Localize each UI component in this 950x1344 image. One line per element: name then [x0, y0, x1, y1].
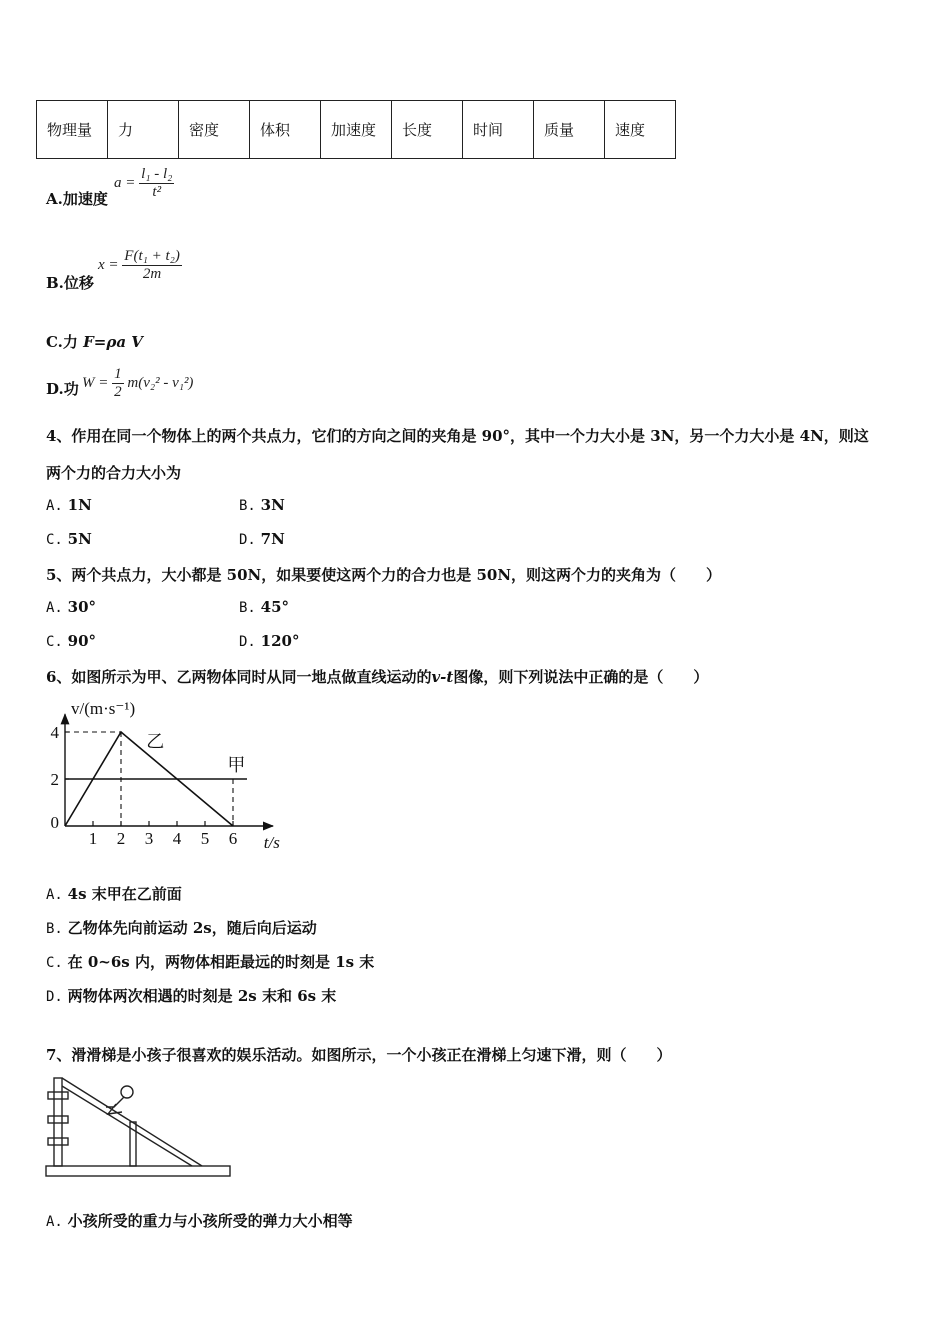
x-tick-label: 3	[144, 829, 154, 848]
option-label: B.位移	[46, 274, 94, 292]
ladder-rung	[48, 1138, 68, 1145]
option-value: 3N	[260, 496, 285, 514]
option-label: C.力	[46, 333, 78, 351]
option-label: D.	[239, 532, 256, 548]
table-cell: 长度	[392, 101, 463, 159]
option-text: 小孩所受的重力与小孩所受的弹力大小相等	[67, 1212, 353, 1230]
fraction-denominator: t²	[152, 184, 162, 200]
chart-labels	[51, 699, 281, 852]
units-table	[36, 100, 676, 159]
vt-chart	[40, 692, 300, 862]
q4-option-b[interactable]	[239, 496, 285, 514]
q4-option-d[interactable]	[239, 530, 285, 548]
q5-option-a[interactable]	[46, 598, 96, 616]
question-7-stem: 7、滑滑梯是小孩子很喜欢的娱乐活动。如图所示，一个小孩正在滑梯上匀速下滑，则（ ）	[46, 1046, 672, 1064]
x-tick-label: 4	[172, 829, 182, 848]
q6-option-a[interactable]	[46, 883, 182, 904]
ladder-rung	[48, 1092, 68, 1099]
formula-rest: m(v₂² - v₁²)	[127, 374, 194, 391]
option-label: A.	[46, 1214, 63, 1230]
prev-option-c	[46, 331, 143, 352]
option-value: 5N	[67, 530, 92, 548]
y-tick-label: 0	[50, 813, 59, 832]
fraction-numerator: l₁ - l₂	[141, 166, 173, 182]
slide-illustration	[44, 1074, 234, 1180]
stem-text: 6、如图所示为甲、乙两物体同时从同一地点做直线运动的	[46, 668, 432, 686]
stem-variable: v-t	[431, 668, 454, 686]
option-value: 90°	[67, 632, 97, 650]
question-6-stem	[46, 666, 708, 687]
q5-option-c[interactable]	[46, 632, 96, 650]
option-value: 45°	[260, 598, 290, 616]
table-cell: 速度	[605, 101, 676, 159]
formula-c: F=ρa V	[83, 333, 143, 351]
formula-a	[114, 166, 174, 201]
option-label: D.功	[46, 380, 79, 398]
option-text: 4s 末甲在乙前面	[67, 885, 182, 903]
fraction-numerator: 1	[114, 366, 122, 382]
table-cell: 物理量	[37, 101, 108, 159]
x-tick-label: 1	[88, 829, 98, 848]
table-row	[37, 101, 676, 159]
option-label: A.加速度	[46, 190, 108, 208]
fraction-denominator: 2m	[142, 266, 162, 282]
q4-option-a[interactable]	[46, 496, 92, 514]
fraction-numerator: F(t₁ + t₂)	[124, 248, 180, 264]
option-value: 30°	[67, 598, 97, 616]
y-tick-label: 4	[50, 723, 59, 742]
ladder-rung	[48, 1116, 68, 1123]
question-4-stem-cont: 两个力的合力大小为	[46, 464, 182, 482]
x-tick-label: 6	[228, 829, 238, 848]
option-label: A.	[46, 498, 63, 514]
table-cell: 加速度	[321, 101, 392, 159]
formula-d	[82, 366, 193, 401]
formula-lhs: a =	[114, 174, 136, 191]
slide-base	[46, 1166, 230, 1176]
option-value: 1N	[67, 496, 92, 514]
q5-option-d[interactable]	[239, 632, 299, 650]
x-tick-label: 2	[116, 829, 126, 848]
fraction	[139, 166, 174, 201]
q7-option-a[interactable]	[46, 1210, 353, 1231]
option-label: C.	[46, 634, 63, 650]
prev-option-a	[46, 188, 108, 209]
option-label: B.	[46, 921, 63, 937]
option-value: 120°	[260, 632, 300, 650]
option-label: A.	[46, 600, 63, 616]
prev-option-d	[46, 378, 79, 399]
formula-b	[98, 248, 182, 283]
fraction-denominator: 2	[114, 384, 122, 400]
child-head	[121, 1086, 133, 1098]
table-cell: 力	[108, 101, 179, 159]
stem-text: 图像，则下列说法中正确的是（ ）	[453, 668, 709, 686]
series-label: 乙	[146, 731, 165, 752]
q5-option-b[interactable]	[239, 598, 289, 616]
q4-option-c[interactable]	[46, 530, 92, 548]
fraction	[112, 366, 124, 401]
question-4-stem: 4、作用在同一个物体上的两个共点力，它们的方向之间的夹角是 90°，其中一个力大小是 3N，另一个力大小是 4N，则这	[46, 427, 869, 445]
option-label: D.	[239, 634, 256, 650]
option-label: B.	[239, 600, 256, 616]
series-label: 甲	[227, 755, 246, 775]
fraction	[122, 248, 182, 283]
ladder-post	[54, 1078, 62, 1166]
x-axis-label: t/s	[263, 833, 280, 852]
option-text: 在 0~6s 内，两物体相距最远的时刻是 1s 末	[67, 953, 375, 971]
table-cell: 密度	[179, 101, 250, 159]
y-axis-label: v/(m·s⁻¹)	[71, 699, 136, 718]
q6-option-c[interactable]	[46, 951, 374, 972]
q6-option-d[interactable]	[46, 985, 336, 1006]
option-text: 乙物体先向前运动 2s，随后向后运动	[67, 919, 317, 937]
option-label: C.	[46, 532, 63, 548]
formula-lhs: W =	[82, 374, 109, 391]
option-label: D.	[46, 989, 63, 1005]
table-cell: 体积	[250, 101, 321, 159]
option-value: 7N	[260, 530, 285, 548]
y-tick-label: 2	[50, 770, 59, 789]
x-tick-label: 5	[200, 829, 210, 848]
option-label: B.	[239, 498, 256, 514]
q6-option-b[interactable]	[46, 917, 317, 938]
table-cell: 质量	[534, 101, 605, 159]
prev-option-b	[46, 272, 94, 293]
formula-lhs: x =	[98, 256, 119, 273]
table-cell: 时间	[463, 101, 534, 159]
question-5-stem: 5、两个共点力，大小都是 50N，如果要使这两个力的合力也是 50N，则这两个力的夹角为（ ）	[46, 566, 722, 584]
option-text: 两物体两次相遇的时刻是 2s 末和 6s 末	[67, 987, 337, 1005]
option-label: A.	[46, 887, 63, 903]
option-label: C.	[46, 955, 63, 971]
